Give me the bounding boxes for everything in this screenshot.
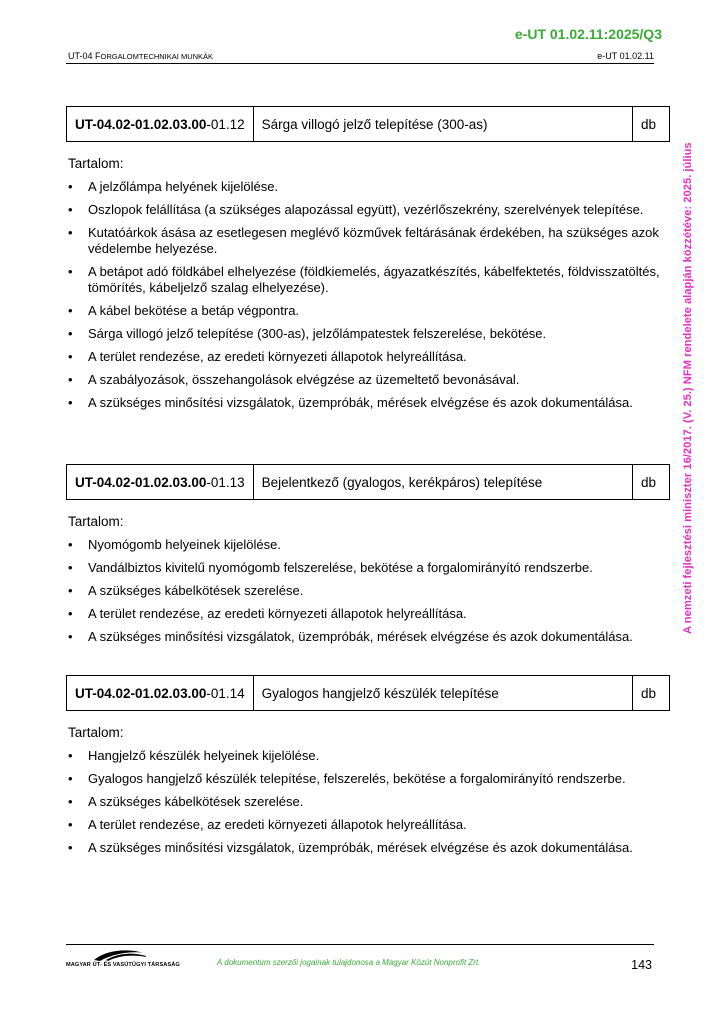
- list-item: • A kábel bekötése a betáp végpontra.: [66, 303, 670, 319]
- item-code-suffix: -01.13: [206, 474, 245, 490]
- item-header-table: [66, 106, 670, 142]
- item-section-01-12: [66, 106, 670, 418]
- list-item: • Oszlopok felállítása (a szükséges alapozással együtt), vezérlőszekrény, szerelvények telepítése.: [66, 202, 670, 218]
- item-title: Bejelentkező (gyalogos, kerékpáros) telepítése: [253, 465, 632, 500]
- content-list: [66, 537, 670, 645]
- header-chapter-title: [68, 51, 213, 61]
- list-item: • A szükséges kábelkötések szerelése.: [66, 794, 670, 810]
- header-rule: [66, 63, 654, 64]
- list-item: • Nyomógomb helyeinek kijelölése.: [66, 537, 670, 553]
- item-section-01-13: [66, 464, 670, 652]
- list-item: • A szükséges kábelkötések szerelése.: [66, 583, 670, 599]
- list-item: • A betápot adó földkábel elhelyezése (földkiemelés, ágyazatkészítés, kábelfektetés, földvisszatöltés, tömörítés, kábeljelző szalag elhelyezése).: [66, 264, 670, 296]
- item-title: Gyalogos hangjelző készülék telepítése: [253, 676, 632, 711]
- item-code-suffix: -01.14: [206, 685, 245, 701]
- item-header-table: [66, 464, 670, 500]
- list-item: • A szükséges minősítési vizsgálatok, üzempróbák, mérések elvégzése és azok dokumentálása.: [66, 629, 670, 645]
- list-item: • Sárga villogó jelző telepítése (300-as), jelzőlámpatestek felszerelése, bekötése.: [66, 326, 670, 342]
- header-doc-ref: e-UT 01.02.11: [597, 51, 654, 61]
- page-number: 143: [631, 958, 652, 972]
- list-item: • A szükséges minősítési vizsgálatok, üzempróbák, mérések elvégzése és azok dokumentálása.: [66, 840, 670, 856]
- company-logo: [66, 948, 178, 970]
- list-item: • Kutatóárkok ásása az esetlegesen meglévő közművek feltárásának érdekében, ha szükséges azok védelembe helyezése.: [66, 225, 670, 257]
- item-title: Sárga villogó jelző telepítése (300-as): [253, 107, 632, 142]
- content-label: Tartalom:: [68, 725, 124, 740]
- content-label: Tartalom:: [68, 514, 124, 529]
- item-code: [67, 676, 254, 711]
- list-item: • A terület rendezése, az eredeti környezeti állapotok helyreállítása.: [66, 606, 670, 622]
- content-list: [66, 748, 670, 856]
- document-code: e-UT 01.02.11:2025/Q3: [514, 26, 662, 42]
- list-item: • A terület rendezése, az eredeti környezeti állapotok helyreállítása.: [66, 349, 670, 365]
- content-list: [66, 179, 670, 411]
- logo-text: MAGYAR ÚT- ÉS VASÚTÜGYI TÁRSASÁG: [66, 962, 180, 968]
- item-unit: db: [633, 107, 670, 142]
- item-code-main: UT-04.02-01.02.03.00: [75, 116, 207, 132]
- item-header-table: [66, 675, 670, 711]
- header-chapter-smallcaps: ORGALOMTECHNIKAI MUNKÁK: [100, 52, 214, 61]
- list-item: • A jelzőlámpa helyének kijelölése.: [66, 179, 670, 195]
- item-code-main: UT-04.02-01.02.03.00: [75, 685, 207, 701]
- list-item: • A terület rendezése, az eredeti környezeti állapotok helyreállítása.: [66, 817, 670, 833]
- header-chapter-first: UT-04 F: [68, 51, 101, 61]
- item-code-main: UT-04.02-01.02.03.00: [75, 474, 207, 490]
- list-item: • Vandálbiztos kivitelű nyomógomb felszerelése, bekötése a forgalomirányító rendszerbe.: [66, 560, 670, 576]
- road-swoosh-icon: [66, 948, 178, 962]
- item-code: [67, 465, 254, 500]
- item-unit: db: [633, 465, 670, 500]
- item-unit: db: [633, 676, 670, 711]
- list-item: • Gyalogos hangjelző készülék telepítése, felszerelés, bekötése a forgalomirányító rendszerbe.: [66, 771, 670, 787]
- side-publication-note: A nemzeti fejlesztési miniszter 16/2017. (V. 25.) NFM rendelete alapján közzétéve: 2025. július: [682, 142, 694, 634]
- list-item: • Hangjelző készülék helyeinek kijelölése.: [66, 748, 670, 764]
- item-code-suffix: -01.12: [206, 116, 245, 132]
- copyright-note: A dokumentum szerzői jogainak tulajdonosa a Magyar Közút Nonprofit Zrt.: [217, 958, 481, 967]
- list-item: • A szükséges minősítési vizsgálatok, üzempróbák, mérések elvégzése és azok dokumentálása.: [66, 395, 670, 411]
- item-code: [67, 107, 254, 142]
- content-label: Tartalom:: [68, 156, 124, 171]
- list-item: • A szabályozások, összehangolások elvégzése az üzemeltető bevonásával.: [66, 372, 670, 388]
- item-section-01-14: [66, 675, 670, 863]
- footer-rule: [66, 944, 654, 945]
